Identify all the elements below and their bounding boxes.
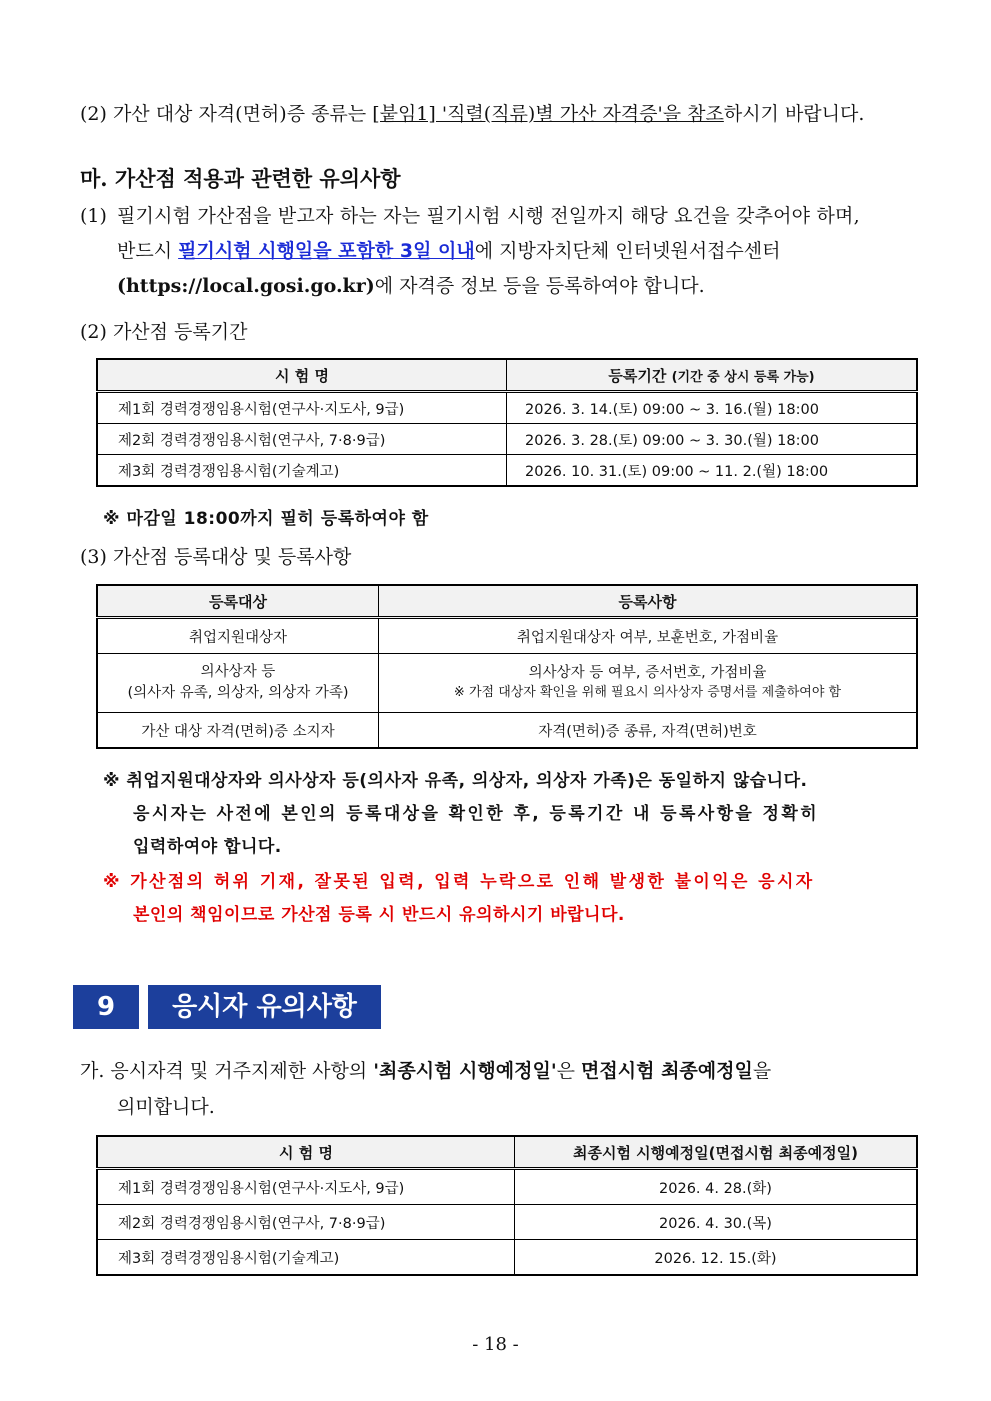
exam-name: 제3회 경력경쟁임용시험(기술계고): [97, 455, 507, 487]
final-date: 2026. 4. 28.(화): [515, 1169, 918, 1205]
registration-target-table: [96, 584, 918, 749]
paragraph-ga-line1: [80, 1059, 771, 1084]
exam-name: 제2회 경력경쟁임용시험(연구사, 7·8·9급): [97, 1205, 515, 1240]
header-period-label: 등록기간: [608, 366, 667, 385]
items-sub-note: ※ 가점 대상자 확인을 위해 필요시 의사상자 증명서를 제출하여야 함: [453, 685, 842, 701]
table-row: [97, 654, 917, 713]
registration-target: 가산 대상 자격(면허)증 소지자: [97, 713, 379, 749]
exam-name: 제1회 경력경쟁임용시험(연구사·지도사, 9급): [97, 392, 507, 424]
item-3-label: (3) 가산점 등록대상 및 등록사항: [80, 546, 352, 568]
registration-items: [379, 654, 918, 713]
text: 에 자격증 정보 등을 등록하여야 합니다.: [374, 275, 705, 297]
text: 반드시: [117, 240, 179, 262]
header-exam: 시 험 명: [97, 1136, 515, 1169]
text: 은: [556, 1060, 582, 1082]
exam-name: 제3회 경력경쟁임용시험(기술계고): [97, 1240, 515, 1276]
header-target: 등록대상: [97, 585, 379, 618]
registration-period: 2026. 3. 28.(토) 09:00 ~ 3. 30.(월) 18:00: [507, 424, 918, 455]
notice-red-line1: ※ 가산점의 허위 기재, 잘못된 입력, 입력 누락으로 인해 발생한 불이익은 응시자: [103, 872, 815, 892]
header-exam: 시 험 명: [97, 359, 507, 392]
page-number: - 18 -: [472, 1334, 519, 1355]
paragraph-text: (2) 가산 대상 자격(면허)증 종류는: [80, 103, 373, 125]
emphasis-interview-date: 면접시험 최종예정일: [581, 1060, 753, 1082]
text: 가. 응시자격 및 거주지제한 사항의: [80, 1060, 374, 1082]
registration-items: 취업지원대상자 여부, 보훈번호, 가점비율: [379, 618, 918, 654]
registration-target: 취업지원대상자: [97, 618, 379, 654]
paragraph-text: 하시기 바랍니다.: [723, 103, 865, 125]
items-main: 의사상자 등 여부, 증서번호, 가점비율: [528, 665, 767, 682]
paragraph-cert-types: [80, 102, 864, 127]
item-1-line3: [117, 274, 705, 299]
registration-period-table: [96, 358, 918, 487]
notice-black-line3: 입력하여야 합니다.: [133, 837, 282, 857]
text: 을: [752, 1060, 772, 1082]
website-url: (https://local.gosi.go.kr): [117, 275, 375, 297]
notice-black-line2: 응시자는 사전에 본인의 등록대상을 확인한 후, 등록기간 내 등록사항을 정확히: [133, 804, 820, 824]
item-1-line2: [117, 239, 781, 264]
table-header-row: [97, 359, 917, 392]
table-header-row: [97, 585, 917, 618]
table-row: [97, 618, 917, 654]
exam-name: 제1회 경력경쟁임용시험(연구사·지도사, 9급): [97, 1169, 515, 1205]
target-sub: (의사자 유족, 의상자, 의상자 가족): [127, 685, 349, 701]
table-row: [97, 424, 917, 455]
section-number-badge: 9: [73, 985, 139, 1029]
table-row: [97, 1205, 917, 1240]
registration-period: 2026. 10. 31.(토) 09:00 ~ 11. 2.(월) 18:00: [507, 455, 918, 487]
section-title-badge: 응시자 유의사항: [148, 985, 381, 1029]
header-date: 최종시험 시행예정일(면접시험 최종예정일): [515, 1136, 918, 1169]
item-1-number: (1): [80, 205, 107, 227]
registration-target: [97, 654, 379, 713]
target-main: 의사상자 등: [200, 663, 276, 680]
text: 에 지방자치단체 인터넷원서접수센터: [474, 240, 781, 262]
registration-period: 2026. 3. 14.(토) 09:00 ~ 3. 16.(월) 18:00: [507, 392, 918, 424]
notice-red-line2: 본인의 책임이므로 가산점 등록 시 반드시 유의하시기 바랍니다.: [133, 905, 625, 925]
table-row: [97, 1240, 917, 1276]
item-1-line1: 필기시험 가산점을 받고자 하는 자는 필기시험 시행 전일까지 해당 요건을 갖추어야 하며,: [117, 205, 860, 227]
header-items: 등록사항: [379, 585, 918, 618]
final-date: 2026. 12. 15.(화): [515, 1240, 918, 1276]
table-row: [97, 455, 917, 487]
emphasis-final-date: '최종시험 시행예정일': [373, 1060, 557, 1082]
registration-items: 자격(면허)증 종류, 자격(면허)번호: [379, 713, 918, 749]
section-heading-ma: 마. 가산점 적용과 관련한 유의사항: [80, 166, 401, 191]
header-period-note: (기간 중 상시 등록 가능): [671, 369, 815, 385]
emphasis-deadline: 필기시험 시행일을 포함한 3일 이내: [178, 240, 475, 262]
final-exam-date-table: [96, 1135, 918, 1276]
table-row: [97, 392, 917, 424]
notice-black-line1: ※ 취업지원대상자와 의사상자 등(의사자 유족, 의상자, 의상자 가족)은 동일하지 않습니다.: [103, 771, 808, 791]
table-row: [97, 1169, 917, 1205]
table-header-row: [97, 1136, 917, 1169]
attachment-reference: [붙임1] '직렬(직류)별 가산 자격증'을 참조: [372, 103, 724, 125]
deadline-note: ※ 마감일 18:00까지 필히 등록하여야 함: [103, 509, 429, 529]
paragraph-ga-line2: 의미합니다.: [117, 1096, 215, 1118]
header-period: [507, 359, 918, 392]
final-date: 2026. 4. 30.(목): [515, 1205, 918, 1240]
table-row: [97, 713, 917, 749]
exam-name: 제2회 경력경쟁임용시험(연구사, 7·8·9급): [97, 424, 507, 455]
item-2-label: (2) 가산점 등록기간: [80, 321, 248, 343]
